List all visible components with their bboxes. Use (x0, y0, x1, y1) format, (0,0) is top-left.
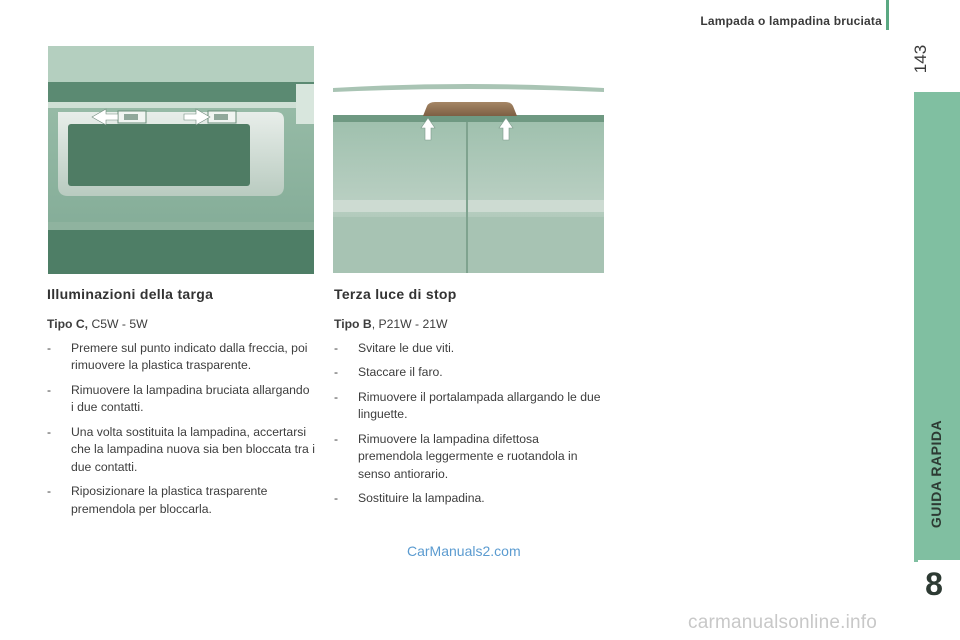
list-item: - Sostituire la lampadina. (334, 491, 485, 505)
header-title: Lampada o lampadina bruciata (700, 14, 882, 28)
list-item: - Una volta sostituita la lampadina, accertarsi che la lampadina nuova sia ben bloccata tra i due contatti. (47, 424, 315, 474)
brake-light-type (334, 316, 606, 334)
type-value: , P21W - 21W (371, 317, 448, 331)
brake-light-text (334, 316, 606, 515)
list-item-text: Rimuovere la lampadina difettosa premendola leggermente e ruotandola in senso antiorario. (358, 431, 578, 481)
list-item: - Staccare il faro. (334, 365, 443, 379)
type-value: C5W - 5W (88, 317, 148, 331)
list-item-text: Svitare le due viti. (358, 340, 455, 355)
type-label: Tipo C, (47, 317, 89, 331)
list-item: - Svitare le due viti. (334, 340, 455, 355)
list-item: - Premere sul punto indicato dalla freccia, poi rimuovere la plastica trasparente. (47, 340, 308, 372)
chapter-number: 8 (925, 566, 943, 602)
watermark-link[interactable]: CarManuals2.com (407, 543, 521, 559)
third-brake-light-illustration (333, 82, 604, 273)
license-plate-lamp-illustration (48, 46, 314, 274)
plate-lighting-text (47, 316, 315, 525)
list-item-text: Premere sul punto indicato dalla freccia, poi rimuovere la plastica trasparente. (71, 340, 308, 372)
brake-light-title: Terza luce di stop (334, 286, 457, 302)
chapter-label-text: GUIDA RAPIDA (928, 419, 944, 529)
list-item: - Rimuovere la lampadina bruciata allargando i due contatti. (47, 382, 310, 414)
page-number: 143 (911, 44, 930, 74)
plate-lighting-type (47, 316, 315, 334)
watermark-footer: carmanualsonline.info (688, 612, 878, 633)
list-item-text: Sostituire la lampadina. (358, 491, 485, 505)
list-item: - Riposizionare la plastica trasparente premendola per bloccarla. (47, 484, 268, 516)
list-item: - Rimuovere la lampadina difettosa premendola leggermente e ruotandola in senso antiorario. (334, 431, 578, 481)
list-item-text: Rimuovere il portalampada allargando le due linguette. (358, 389, 601, 421)
plate-lighting-title: Illuminazioni della targa (47, 286, 214, 302)
type-label: Tipo B (334, 317, 372, 331)
list-item-text: Rimuovere la lampadina bruciata allargando i due contatti. (71, 382, 310, 414)
header-accent-bar (886, 0, 889, 30)
list-item: - Rimuovere il portalampada allargando le due linguette. (334, 389, 601, 421)
list-item-text: Riposizionare la plastica trasparente premendola per bloccarla. (71, 484, 268, 516)
list-item-text: Una volta sostituita la lampadina, accertarsi che la lampadina nuova sia ben bloccata tra i due contatti. (71, 424, 315, 474)
chapter-label (916, 374, 956, 574)
list-item-text: Staccare il faro. (358, 365, 443, 379)
